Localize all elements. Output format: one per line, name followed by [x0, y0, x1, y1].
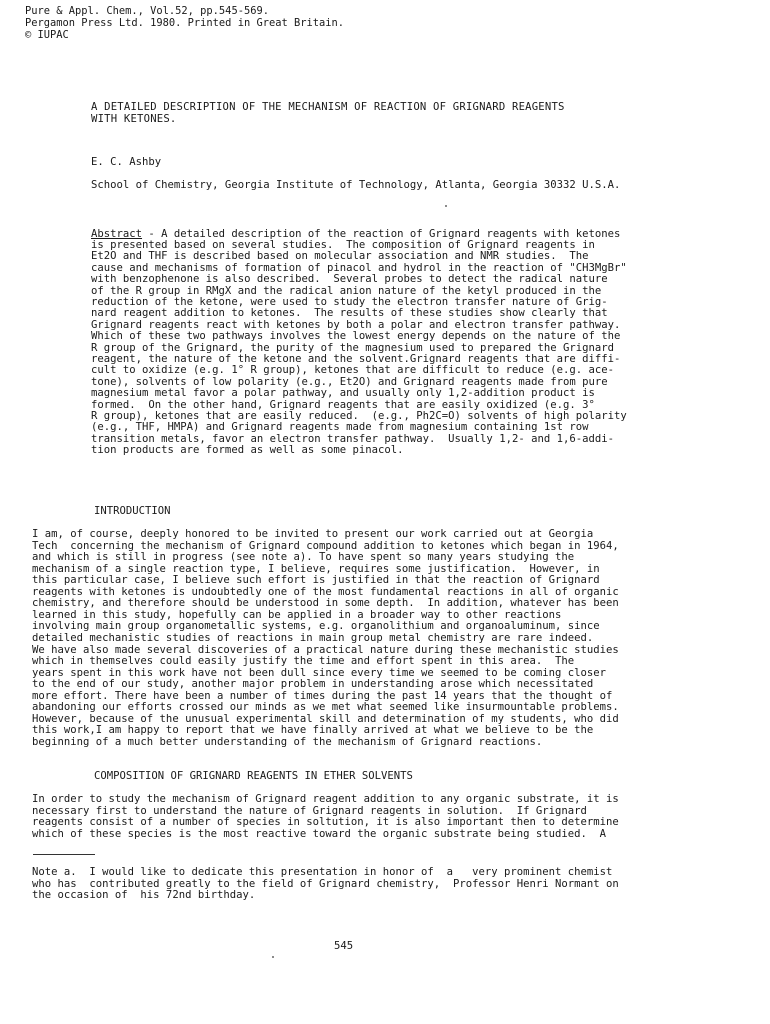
composition-line: necessary first to understand the nature of Grignard reagents in solution. If Grignard: [32, 804, 587, 817]
composition-heading: COMPOSITION OF GRIGNARD REAGENTS IN ETHER SOLVENTS: [94, 770, 413, 782]
introduction-line: beginning of a much better understanding of the mechanism of Grignard reactions.: [32, 735, 543, 748]
abstract-line: Et2O and THF is described based on molecular association and NMR studies. The: [91, 250, 589, 263]
footnote-line: who has contributed greatly to the field of Grignard chemistry, Professor Henri Normant on: [32, 877, 619, 890]
abstract-line: tion products are formed as well as some pinacol.: [91, 444, 404, 457]
abstract-label: Abstract: [91, 228, 143, 240]
abstract-first-line-text: - A detailed description of the reaction of Grignard reagents with ketones: [142, 228, 621, 240]
abstract-line: is presented based on several studies. The composition of Grignard reagents in: [91, 239, 595, 251]
composition-line: In order to study the mechanism of Grignard reagent addition to any organic substrate, it is: [32, 793, 619, 805]
introduction-line: involving main group organometallic systems, e.g. organolithium and organoaluminum, since: [32, 620, 600, 633]
introduction-line: years spent in this work have not been dull since every time we seemed to be coming closer: [32, 666, 607, 679]
introduction-line: Tech concerning the mechanism of Grignard compound addition to ketones which began in 1964,: [32, 539, 619, 552]
abstract-line: reagent, the nature of the ketone and the solvent.Grignard reagents that are diffi-: [91, 353, 621, 365]
introduction-line: However, because of the unusual experimental skill and determination of my students, who did: [32, 712, 619, 725]
abstract-line: R group), ketones that are easily reduced. (e.g., Ph2C=O) solvents of high polarity: [91, 410, 627, 422]
introduction-line: which in themselves could easily justify the time and effort spent in this area. The: [32, 655, 575, 668]
introduction-line: this work,I am happy to report that we have finally arrived at what we believe to be the: [32, 724, 594, 737]
footnote-line: the occasion of his 72nd birthday.: [32, 889, 256, 901]
paper-title-line-2: WITH KETONES.: [91, 113, 177, 125]
publisher-line: Pergamon Press Ltd. 1980. Printed in Great Britain.: [25, 17, 345, 29]
abstract-line: formed. On the other hand, Grignard reagents that are easily oxidized (e.g. 3°: [91, 398, 595, 411]
composition-line: which of these species is the most reactive toward the organic substrate being studied. A: [32, 827, 607, 840]
introduction-line: learned in this study, hopefully can be applied in a broader way to other reactions: [32, 608, 562, 621]
copyright-line: © IUPAC: [25, 29, 69, 41]
abstract-line: Grignard reagents react with ketones by both a polar and electron transfer pathway.: [91, 318, 621, 331]
introduction-line: reagents with ketones is undoubtedly one of the most fundamental reactions in all of organic: [32, 585, 619, 598]
scan-speck: [445, 205, 447, 207]
abstract-line: of the R group in RMgX and the radical anion nature of the ketyl produced in the: [91, 284, 602, 297]
abstract-line: tone), solvents of low polarity (e.g., Et2O) and Grignard reagents made from pure: [91, 375, 608, 388]
composition-line: reagents consist of a number of species in soltution, it is also important then to determine: [32, 816, 619, 828]
introduction-line: and which is still in progress (see note a). To have spent so many years studying the: [32, 551, 575, 564]
introduction-line: abandoning our efforts crossed our minds as we met what seemed like insurmountable problems.: [32, 701, 619, 714]
author-name: E. C. Ashby: [91, 156, 162, 168]
abstract-line: nard reagent addition to ketones. The results of these studies show clearly that: [91, 307, 608, 320]
introduction-line: I am, of course, deeply honored to be invited to present our work carried out at Georgia: [32, 528, 594, 540]
introduction-line: this particular case, I believe such effort is justified in that the reaction of Grignard: [32, 574, 600, 587]
introduction-line: We have also made several discoveries of a practical nature during these mechanistic studies: [32, 643, 619, 656]
introduction-line: to the end of our study, another major problem in understanding arose which necessitated: [32, 678, 594, 691]
journal-citation: Pure & Appl. Chem., Vol.52, pp.545-569.: [25, 5, 269, 17]
author-affiliation: School of Chemistry, Georgia Institute of Technology, Atlanta, Georgia 30332 U.S.A.: [91, 179, 621, 191]
footnote-line: Note a. I would like to dedicate this presentation in honor of a very prominent chemist: [32, 866, 613, 878]
abstract-line: transition metals, favor an electron transfer pathway. Usually 1,2- and 1,6-addi-: [91, 432, 614, 445]
abstract-line: with benzophenone is also described. Several probes to detect the radical nature: [91, 273, 608, 286]
introduction-line: chemistry, and therefore should be understood in some depth. In addition, whatever has been: [32, 597, 619, 610]
abstract-line: magnesium metal favor a polar pathway, and usually only 1,2-addition product is: [91, 387, 595, 400]
paper-title-line-1: A DETAILED DESCRIPTION OF THE MECHANISM OF REACTION OF GRIGNARD REAGENTS: [91, 101, 565, 113]
abstract-line: R group of the Grignard, the purity of the magnesium used to prepared the Grignard: [91, 341, 614, 354]
footnote-rule: [33, 854, 95, 855]
abstract-line: cult to oxidize (e.g. 1° R group), ketones that are difficult to reduce (e.g. ace-: [91, 364, 614, 377]
scan-speck: [272, 956, 274, 958]
abstract-line: Which of these two pathways involves the lowest energy depends on the nature of the: [91, 330, 621, 343]
introduction-line: detailed mechanistic studies of reactions in main group metal chemistry are rare indeed.: [32, 631, 594, 644]
page-number: 545: [334, 940, 354, 952]
abstract-line: (e.g., THF, HMPA) and Grignard reagents made from magnesium containing 1st row: [91, 421, 589, 434]
introduction-line: more effort. There have been a number of times during the past 14 years that the thought of: [32, 689, 613, 702]
abstract-line: cause and mechanisms of formation of pinacol and hydrol in the reaction of "CH3MgBr": [91, 261, 627, 274]
introduction-line: mechanism of a single reaction type, I believe, requires some justification. However, in: [32, 562, 600, 575]
abstract-line: reduction of the ketone, were used to study the electron transfer nature of Grig-: [91, 296, 608, 308]
introduction-heading: INTRODUCTION: [94, 505, 171, 517]
